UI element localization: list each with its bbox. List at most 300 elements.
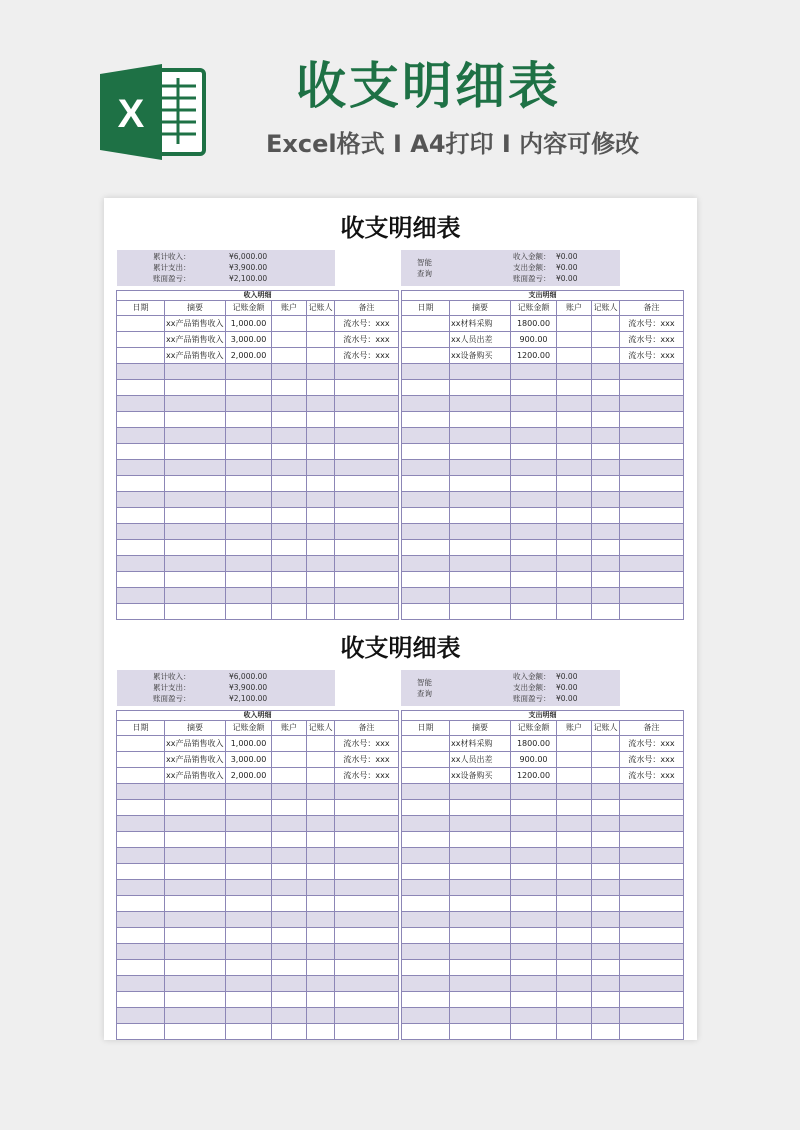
table-cell[interactable] xyxy=(402,784,450,800)
table-cell[interactable] xyxy=(557,572,592,588)
table-cell[interactable] xyxy=(557,476,592,492)
table-cell[interactable] xyxy=(592,396,620,412)
table-cell[interactable] xyxy=(557,1024,592,1040)
table-cell[interactable] xyxy=(307,364,335,380)
table-cell[interactable] xyxy=(272,992,307,1008)
table-cell[interactable] xyxy=(557,1008,592,1024)
table-cell[interactable] xyxy=(272,880,307,896)
table-cell[interactable] xyxy=(511,556,557,572)
table-cell[interactable] xyxy=(165,944,226,960)
summary-note[interactable]: 查询 xyxy=(417,689,432,698)
table-cell[interactable]: 流水号：xxx xyxy=(335,736,399,752)
table-cell[interactable] xyxy=(226,428,272,444)
table-cell[interactable] xyxy=(511,572,557,588)
table-cell[interactable] xyxy=(272,752,307,768)
table-cell[interactable]: 流水号：xxx xyxy=(620,768,684,784)
table-cell[interactable] xyxy=(450,960,511,976)
table-cell[interactable] xyxy=(272,412,307,428)
table-cell[interactable] xyxy=(272,492,307,508)
table-cell[interactable] xyxy=(402,896,450,912)
table-cell[interactable] xyxy=(557,412,592,428)
table-cell[interactable] xyxy=(557,832,592,848)
table-cell[interactable] xyxy=(592,316,620,332)
table-cell[interactable] xyxy=(335,396,399,412)
table-cell[interactable] xyxy=(117,332,165,348)
table-cell[interactable] xyxy=(620,412,684,428)
table-cell[interactable] xyxy=(511,1008,557,1024)
table-cell[interactable] xyxy=(226,1024,272,1040)
table-cell[interactable] xyxy=(402,944,450,960)
table-cell[interactable] xyxy=(402,1008,450,1024)
table-cell[interactable] xyxy=(226,992,272,1008)
table-cell[interactable]: 流水号：xxx xyxy=(335,348,399,364)
table-cell[interactable] xyxy=(450,380,511,396)
table-cell[interactable] xyxy=(226,540,272,556)
table-cell[interactable] xyxy=(307,800,335,816)
table-cell[interactable]: 流水号：xxx xyxy=(335,752,399,768)
table-cell[interactable] xyxy=(402,992,450,1008)
table-cell[interactable]: 900.00 xyxy=(511,332,557,348)
table-cell[interactable] xyxy=(117,800,165,816)
table-cell[interactable] xyxy=(450,588,511,604)
table-cell[interactable] xyxy=(307,572,335,588)
table-cell[interactable] xyxy=(557,928,592,944)
table-cell[interactable] xyxy=(592,944,620,960)
table-cell[interactable] xyxy=(335,848,399,864)
table-cell[interactable] xyxy=(620,960,684,976)
table-cell[interactable] xyxy=(307,1008,335,1024)
table-cell[interactable] xyxy=(307,1024,335,1040)
table-cell[interactable] xyxy=(592,960,620,976)
table-cell[interactable] xyxy=(307,396,335,412)
table-cell[interactable] xyxy=(307,832,335,848)
table-cell[interactable] xyxy=(335,896,399,912)
table-cell[interactable] xyxy=(557,976,592,992)
table-cell[interactable] xyxy=(307,912,335,928)
table-cell[interactable] xyxy=(450,1008,511,1024)
table-cell[interactable] xyxy=(592,848,620,864)
table-cell[interactable] xyxy=(511,816,557,832)
table-cell[interactable] xyxy=(402,380,450,396)
table-cell[interactable] xyxy=(226,928,272,944)
table-cell[interactable] xyxy=(307,896,335,912)
table-cell[interactable] xyxy=(557,540,592,556)
table-cell[interactable] xyxy=(592,768,620,784)
table-cell[interactable] xyxy=(557,316,592,332)
table-cell[interactable] xyxy=(226,800,272,816)
table-cell[interactable] xyxy=(335,412,399,428)
table-cell[interactable] xyxy=(592,476,620,492)
table-cell[interactable] xyxy=(272,428,307,444)
table-cell[interactable] xyxy=(450,848,511,864)
table-cell[interactable] xyxy=(117,832,165,848)
table-cell[interactable] xyxy=(272,348,307,364)
table-cell[interactable] xyxy=(165,960,226,976)
table-cell[interactable] xyxy=(226,896,272,912)
table-cell[interactable] xyxy=(402,588,450,604)
table-cell[interactable] xyxy=(511,460,557,476)
table-cell[interactable] xyxy=(592,896,620,912)
table-cell[interactable] xyxy=(335,880,399,896)
table-cell[interactable] xyxy=(272,588,307,604)
table-cell[interactable] xyxy=(511,912,557,928)
table-cell[interactable] xyxy=(117,476,165,492)
table-cell[interactable] xyxy=(557,396,592,412)
table-cell[interactable] xyxy=(335,912,399,928)
summary-note[interactable]: 查询 xyxy=(417,269,432,278)
table-cell[interactable] xyxy=(402,316,450,332)
table-cell[interactable] xyxy=(592,976,620,992)
table-cell[interactable] xyxy=(511,1024,557,1040)
table-cell[interactable] xyxy=(272,736,307,752)
table-cell[interactable] xyxy=(307,928,335,944)
table-cell[interactable] xyxy=(511,784,557,800)
table-cell[interactable] xyxy=(272,572,307,588)
table-cell[interactable] xyxy=(450,396,511,412)
table-cell[interactable] xyxy=(450,492,511,508)
table-cell[interactable] xyxy=(272,976,307,992)
table-cell[interactable] xyxy=(117,976,165,992)
table-cell[interactable] xyxy=(272,1024,307,1040)
table-cell[interactable] xyxy=(226,444,272,460)
table-cell[interactable] xyxy=(226,572,272,588)
table-cell[interactable] xyxy=(620,380,684,396)
table-cell[interactable] xyxy=(592,540,620,556)
table-cell[interactable] xyxy=(557,784,592,800)
summary-note[interactable]: 智能 xyxy=(417,258,432,267)
table-cell[interactable] xyxy=(226,380,272,396)
table-cell[interactable] xyxy=(450,1024,511,1040)
table-cell[interactable] xyxy=(557,348,592,364)
table-cell[interactable] xyxy=(620,1024,684,1040)
table-cell[interactable] xyxy=(335,928,399,944)
table-cell[interactable] xyxy=(307,428,335,444)
table-cell[interactable] xyxy=(165,428,226,444)
table-cell[interactable]: xx材料采购 xyxy=(450,316,511,332)
table-cell[interactable] xyxy=(165,928,226,944)
table-cell[interactable] xyxy=(307,412,335,428)
table-cell[interactable] xyxy=(335,816,399,832)
table-cell[interactable] xyxy=(402,960,450,976)
table-cell[interactable] xyxy=(165,476,226,492)
table-cell[interactable] xyxy=(272,556,307,572)
table-cell[interactable] xyxy=(402,348,450,364)
table-cell[interactable] xyxy=(557,992,592,1008)
table-cell[interactable]: 3,000.00 xyxy=(226,332,272,348)
table-cell[interactable] xyxy=(620,508,684,524)
table-cell[interactable]: 流水号：xxx xyxy=(620,316,684,332)
table-cell[interactable] xyxy=(511,364,557,380)
table-cell[interactable] xyxy=(450,444,511,460)
table-cell[interactable] xyxy=(511,428,557,444)
table-cell[interactable] xyxy=(511,476,557,492)
table-cell[interactable] xyxy=(117,848,165,864)
table-cell[interactable] xyxy=(511,880,557,896)
table-cell[interactable]: 2,000.00 xyxy=(226,768,272,784)
table-cell[interactable] xyxy=(226,508,272,524)
table-cell[interactable] xyxy=(402,412,450,428)
table-cell[interactable] xyxy=(620,784,684,800)
table-cell[interactable] xyxy=(557,428,592,444)
table-cell[interactable] xyxy=(272,1008,307,1024)
table-cell[interactable] xyxy=(592,832,620,848)
table-cell[interactable] xyxy=(450,880,511,896)
table-cell[interactable] xyxy=(165,912,226,928)
table-cell[interactable] xyxy=(165,896,226,912)
table-cell[interactable] xyxy=(557,960,592,976)
table-cell[interactable] xyxy=(557,912,592,928)
table-cell[interactable] xyxy=(165,832,226,848)
table-cell[interactable]: 流水号：xxx xyxy=(620,332,684,348)
table-cell[interactable]: 1200.00 xyxy=(511,348,557,364)
table-cell[interactable] xyxy=(620,444,684,460)
table-cell[interactable] xyxy=(117,928,165,944)
table-cell[interactable] xyxy=(307,976,335,992)
table-cell[interactable] xyxy=(117,524,165,540)
table-cell[interactable] xyxy=(592,428,620,444)
table-cell[interactable]: xx设备购买 xyxy=(450,768,511,784)
table-cell[interactable] xyxy=(557,944,592,960)
table-cell[interactable] xyxy=(226,864,272,880)
table-cell[interactable]: 流水号：xxx xyxy=(335,768,399,784)
table-cell[interactable] xyxy=(165,784,226,800)
table-cell[interactable] xyxy=(592,880,620,896)
table-cell[interactable] xyxy=(117,912,165,928)
table-cell[interactable] xyxy=(272,460,307,476)
table-cell[interactable] xyxy=(335,1024,399,1040)
table-cell[interactable] xyxy=(226,556,272,572)
table-cell[interactable] xyxy=(592,992,620,1008)
table-cell[interactable] xyxy=(335,832,399,848)
table-cell[interactable] xyxy=(511,508,557,524)
table-cell[interactable] xyxy=(402,912,450,928)
table-cell[interactable] xyxy=(620,944,684,960)
table-cell[interactable] xyxy=(307,380,335,396)
table-cell[interactable] xyxy=(307,736,335,752)
table-cell[interactable] xyxy=(402,768,450,784)
table-cell[interactable] xyxy=(402,508,450,524)
table-cell[interactable] xyxy=(402,556,450,572)
table-cell[interactable] xyxy=(307,864,335,880)
table-cell[interactable] xyxy=(592,460,620,476)
table-cell[interactable] xyxy=(402,800,450,816)
table-cell[interactable] xyxy=(402,444,450,460)
table-cell[interactable]: 900.00 xyxy=(511,752,557,768)
table-cell[interactable] xyxy=(450,412,511,428)
table-cell[interactable] xyxy=(307,476,335,492)
table-cell[interactable] xyxy=(117,412,165,428)
table-cell[interactable] xyxy=(165,364,226,380)
table-cell[interactable]: xx产品销售收入 xyxy=(165,332,226,348)
table-cell[interactable]: xx产品销售收入 xyxy=(165,752,226,768)
table-cell[interactable] xyxy=(450,976,511,992)
table-cell[interactable] xyxy=(272,928,307,944)
table-cell[interactable] xyxy=(335,572,399,588)
table-cell[interactable] xyxy=(165,508,226,524)
table-cell[interactable] xyxy=(335,364,399,380)
table-cell[interactable] xyxy=(402,752,450,768)
table-cell[interactable]: 流水号：xxx xyxy=(620,752,684,768)
table-cell[interactable] xyxy=(557,816,592,832)
table-cell[interactable] xyxy=(592,492,620,508)
table-cell[interactable] xyxy=(557,848,592,864)
table-cell[interactable] xyxy=(307,848,335,864)
table-cell[interactable] xyxy=(307,444,335,460)
table-cell[interactable] xyxy=(226,784,272,800)
table-cell[interactable] xyxy=(557,588,592,604)
table-cell[interactable] xyxy=(335,508,399,524)
table-cell[interactable] xyxy=(165,992,226,1008)
table-cell[interactable] xyxy=(272,800,307,816)
table-cell[interactable] xyxy=(165,524,226,540)
table-cell[interactable] xyxy=(620,524,684,540)
table-cell[interactable]: 3,000.00 xyxy=(226,752,272,768)
table-cell[interactable] xyxy=(592,928,620,944)
table-cell[interactable] xyxy=(335,428,399,444)
table-cell[interactable] xyxy=(592,800,620,816)
table-cell[interactable] xyxy=(272,864,307,880)
table-cell[interactable] xyxy=(557,332,592,348)
table-cell[interactable] xyxy=(272,524,307,540)
table-cell[interactable] xyxy=(226,944,272,960)
table-cell[interactable] xyxy=(511,944,557,960)
table-cell[interactable] xyxy=(226,1008,272,1024)
table-cell[interactable] xyxy=(620,912,684,928)
table-cell[interactable]: 流水号：xxx xyxy=(335,332,399,348)
table-cell[interactable] xyxy=(592,412,620,428)
table-cell[interactable] xyxy=(335,800,399,816)
table-cell[interactable] xyxy=(226,524,272,540)
table-cell[interactable] xyxy=(402,540,450,556)
table-cell[interactable] xyxy=(117,752,165,768)
table-cell[interactable] xyxy=(117,428,165,444)
table-cell[interactable] xyxy=(511,928,557,944)
table-cell[interactable] xyxy=(307,492,335,508)
table-cell[interactable] xyxy=(592,784,620,800)
table-cell[interactable] xyxy=(620,992,684,1008)
table-cell[interactable] xyxy=(272,476,307,492)
table-cell[interactable] xyxy=(592,864,620,880)
table-cell[interactable] xyxy=(117,348,165,364)
table-cell[interactable] xyxy=(592,816,620,832)
table-cell[interactable] xyxy=(402,848,450,864)
table-cell[interactable] xyxy=(450,428,511,444)
table-cell[interactable] xyxy=(450,540,511,556)
table-cell[interactable] xyxy=(117,896,165,912)
table-cell[interactable] xyxy=(117,816,165,832)
table-cell[interactable] xyxy=(165,864,226,880)
table-cell[interactable] xyxy=(450,912,511,928)
table-cell[interactable] xyxy=(226,880,272,896)
table-cell[interactable]: xx人员出差 xyxy=(450,752,511,768)
table-cell[interactable]: xx人员出差 xyxy=(450,332,511,348)
table-cell[interactable] xyxy=(402,976,450,992)
table-cell[interactable] xyxy=(335,992,399,1008)
table-cell[interactable] xyxy=(450,992,511,1008)
table-cell[interactable]: xx设备购买 xyxy=(450,348,511,364)
table-cell[interactable] xyxy=(117,784,165,800)
table-cell[interactable] xyxy=(226,412,272,428)
table-cell[interactable] xyxy=(307,508,335,524)
table-cell[interactable] xyxy=(335,380,399,396)
table-cell[interactable] xyxy=(557,492,592,508)
table-cell[interactable] xyxy=(620,428,684,444)
table-cell[interactable] xyxy=(335,976,399,992)
table-cell[interactable] xyxy=(450,364,511,380)
table-cell[interactable] xyxy=(450,944,511,960)
table-cell[interactable] xyxy=(620,540,684,556)
table-cell[interactable] xyxy=(557,880,592,896)
table-cell[interactable] xyxy=(117,540,165,556)
table-cell[interactable] xyxy=(272,848,307,864)
table-cell[interactable] xyxy=(117,460,165,476)
table-cell[interactable] xyxy=(335,556,399,572)
table-cell[interactable] xyxy=(226,960,272,976)
table-cell[interactable] xyxy=(335,944,399,960)
table-cell[interactable] xyxy=(511,960,557,976)
table-cell[interactable]: 2,000.00 xyxy=(226,348,272,364)
table-cell[interactable] xyxy=(450,508,511,524)
table-cell[interactable] xyxy=(165,572,226,588)
table-cell[interactable] xyxy=(620,396,684,412)
table-cell[interactable] xyxy=(557,380,592,396)
table-cell[interactable] xyxy=(165,540,226,556)
table-cell[interactable] xyxy=(117,396,165,412)
table-cell[interactable] xyxy=(307,588,335,604)
table-cell[interactable] xyxy=(592,380,620,396)
table-cell[interactable] xyxy=(450,800,511,816)
table-cell[interactable] xyxy=(165,976,226,992)
table-cell[interactable] xyxy=(272,896,307,912)
table-cell[interactable] xyxy=(511,864,557,880)
table-cell[interactable] xyxy=(117,1008,165,1024)
table-cell[interactable] xyxy=(307,540,335,556)
table-cell[interactable] xyxy=(272,960,307,976)
table-cell[interactable]: xx产品销售收入 xyxy=(165,768,226,784)
table-cell[interactable] xyxy=(511,588,557,604)
table-cell[interactable]: xx材料采购 xyxy=(450,736,511,752)
table-cell[interactable] xyxy=(592,572,620,588)
table-cell[interactable] xyxy=(226,396,272,412)
table-cell[interactable] xyxy=(557,736,592,752)
table-cell[interactable] xyxy=(402,572,450,588)
table-cell[interactable] xyxy=(307,348,335,364)
table-cell[interactable] xyxy=(117,880,165,896)
table-cell[interactable] xyxy=(402,332,450,348)
table-cell[interactable] xyxy=(592,588,620,604)
table-cell[interactable] xyxy=(165,380,226,396)
table-cell[interactable] xyxy=(450,524,511,540)
table-cell[interactable] xyxy=(117,736,165,752)
table-cell[interactable] xyxy=(165,1024,226,1040)
table-cell[interactable] xyxy=(226,364,272,380)
table-cell[interactable] xyxy=(117,380,165,396)
table-cell[interactable] xyxy=(511,380,557,396)
table-cell[interactable] xyxy=(592,444,620,460)
table-cell[interactable] xyxy=(272,316,307,332)
table-cell[interactable] xyxy=(335,960,399,976)
table-cell[interactable] xyxy=(450,832,511,848)
table-cell[interactable] xyxy=(402,864,450,880)
table-cell[interactable] xyxy=(620,492,684,508)
table-cell[interactable] xyxy=(335,444,399,460)
table-cell[interactable]: 1,000.00 xyxy=(226,316,272,332)
table-cell[interactable] xyxy=(557,444,592,460)
table-cell[interactable] xyxy=(620,588,684,604)
table-cell[interactable] xyxy=(557,556,592,572)
table-cell[interactable] xyxy=(402,816,450,832)
table-cell[interactable] xyxy=(557,800,592,816)
